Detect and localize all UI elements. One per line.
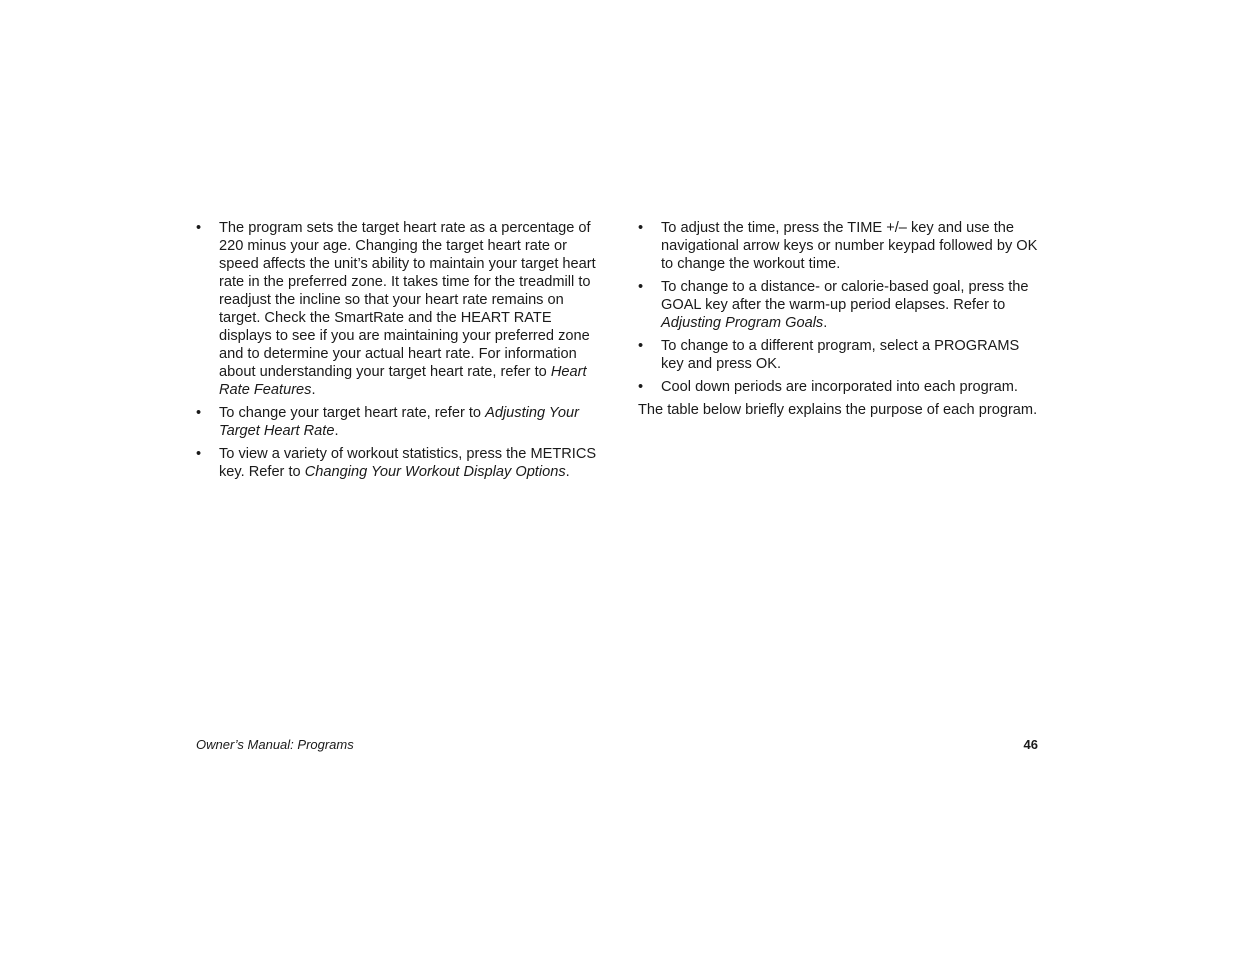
- footer-title: Owner’s Manual: Programs: [196, 737, 354, 752]
- list-item: [196, 219, 600, 399]
- item-end: .: [334, 423, 339, 439]
- cross-reference: Heart Rate Features: [219, 364, 587, 398]
- list-item: [196, 445, 600, 481]
- list-item: [638, 219, 1042, 273]
- bullet-list: [196, 219, 600, 481]
- page-number: 46: [1023, 737, 1038, 752]
- list-item: [638, 337, 1042, 373]
- cross-reference: Adjusting Your Target Heart Rate: [219, 405, 579, 439]
- item-text: To adjust the time, press the TIME +/– key and use the navigational arrow keys or number keypad followed by OK to change the workout time.: [661, 220, 1038, 272]
- item-end: .: [311, 382, 316, 398]
- item-end: .: [565, 464, 570, 480]
- right-column: [638, 219, 1042, 419]
- item-text: To change to a distance- or calorie-based goal, press the GOAL key after the warm-up period elapses. Refer to: [661, 279, 1029, 313]
- item-text: The program sets the target heart rate as a percentage of 220 minus your age. Changing the target heart rate or speed affects the unit’s ability to maintain your target heart rate in the preferred zone. It takes time for the treadmill to readjust the incline so that your heart rate remains on target. Check the SmartRate and the HEART RATE displays to see if you are maintaining your preferred zone and to determine your actual heart rate. For information about understanding your target heart rate, refer to: [219, 220, 596, 380]
- list-item: [638, 278, 1042, 332]
- list-item: [638, 378, 1042, 396]
- left-column: [196, 219, 600, 486]
- cross-reference: Adjusting Program Goals: [661, 315, 824, 331]
- item-text: Cool down periods are incorporated into each program.: [661, 379, 1018, 395]
- body-paragraph: The table below briefly explains the purpose of each program.: [638, 402, 1038, 418]
- bullet-list: [638, 219, 1042, 396]
- item-text: To change your target heart rate, refer to: [219, 405, 486, 421]
- item-text: To view a variety of workout statistics, press the METRICS key. Refer to: [219, 446, 597, 480]
- cross-reference: Changing Your Workout Display Options: [304, 464, 566, 480]
- list-item: [196, 404, 600, 440]
- item-end: .: [823, 315, 828, 331]
- item-text: To change to a different program, select a PROGRAMS key and press OK.: [661, 338, 1020, 372]
